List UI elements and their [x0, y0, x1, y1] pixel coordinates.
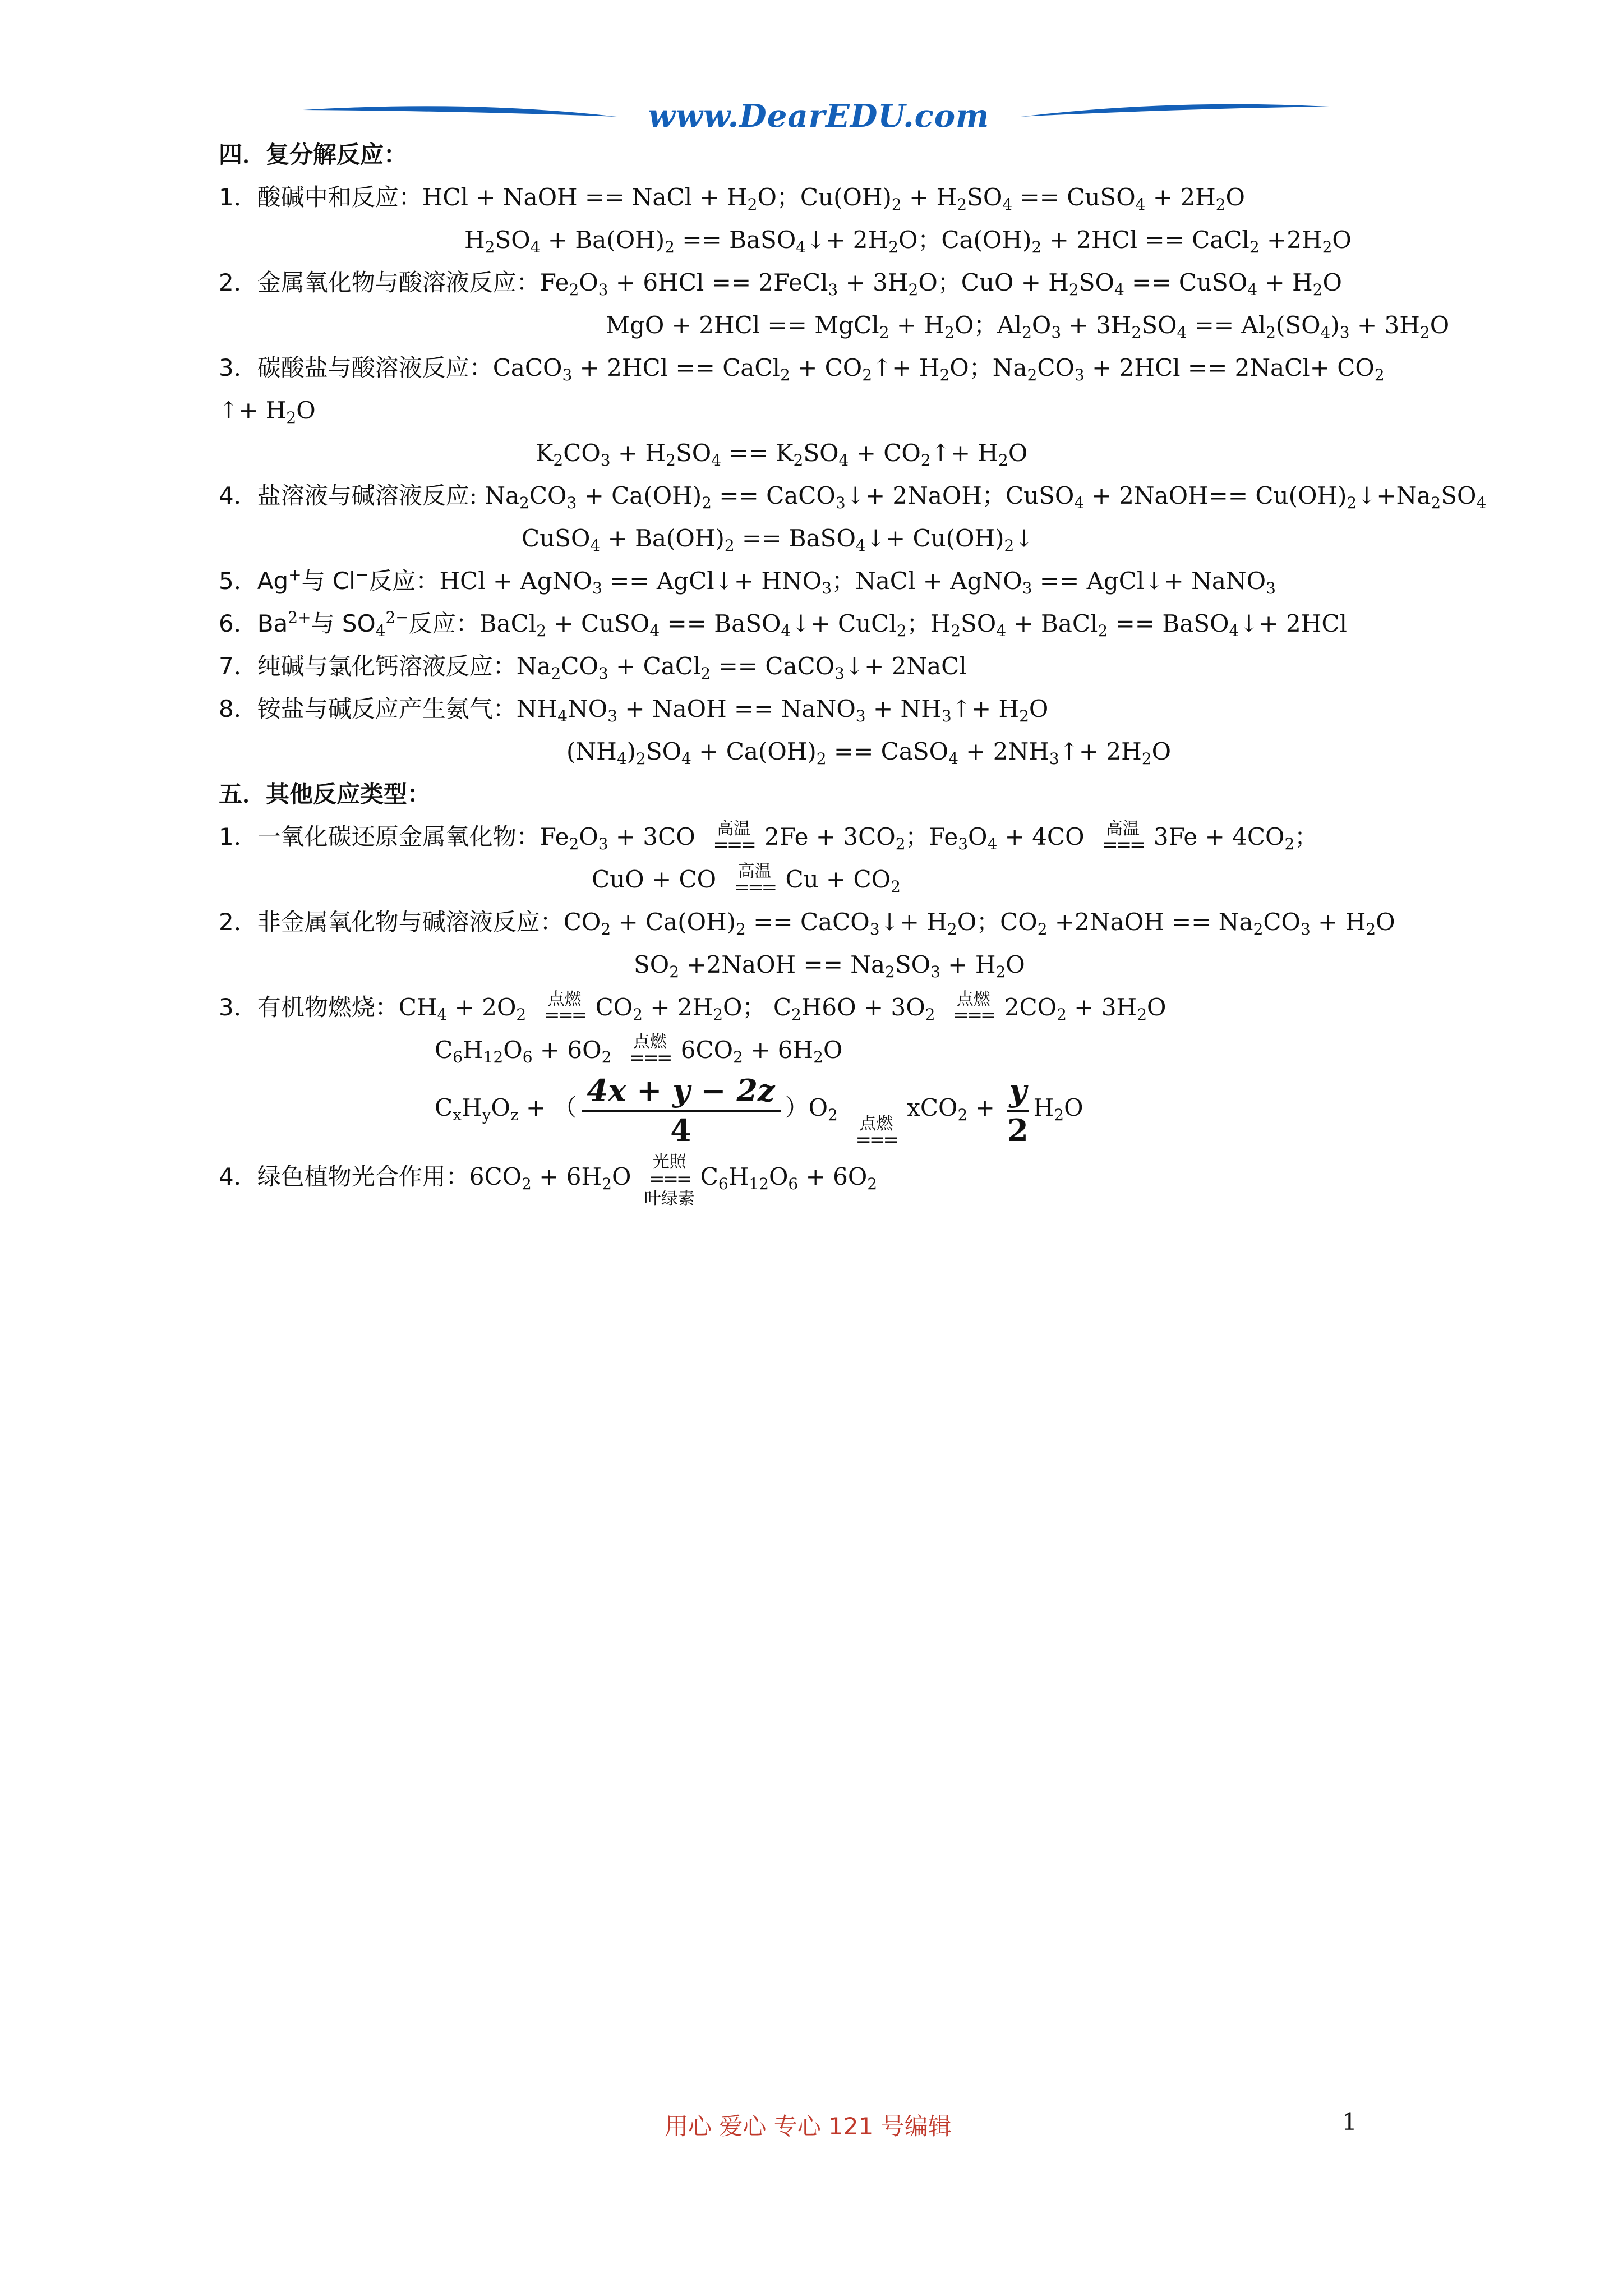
sec4-line-3-wrap: ↑+ $H_2O$	[219, 397, 316, 427]
section-4-title: 四．复分解反应：	[219, 141, 408, 168]
sec4-label-7: 7．纯碱与氯化钙溶液反应：	[219, 652, 517, 680]
sec5-label-4: 4．绿色植物光合作用：	[219, 1163, 469, 1190]
section-5-title: 五．其他反应类型：	[219, 780, 431, 808]
sec4-label-5: 5．Ag	[219, 567, 289, 595]
fraction-water-coefficient: $\frac{y}{2}$	[1007, 1071, 1029, 1149]
footer-note: 用心 爱心 专心 121 号编辑	[665, 2113, 952, 2140]
condition-ignite: 点燃 ===	[855, 1114, 897, 1151]
sec4-label-6-mid: 与 SO	[311, 610, 376, 637]
sec4-line-1b: $H_2SO_4 + Ba(OH)_2$ == BaSO$_4$↓+ $2H_2O$；$Ca(OH)_2 + 2HCl$ == CaCl$_2$ $+2H_2O$	[464, 226, 1352, 256]
page-number: 1	[1342, 2108, 1357, 2136]
header-banner	[303, 94, 1329, 139]
condition-high-temp: 高温 ===	[734, 862, 776, 899]
sec4-label-5-mid: 与 Cl	[301, 567, 356, 595]
sec4-line-8b: $(NH_4)_2SO_4 + Ca(OH)_2$ == CaSO$_4$ + $2NH_3↑+ 2H_2O$	[566, 738, 1172, 768]
sec4-line-2b: MgO + 2HCl == MgCl$_2$ + $H_2O$；$Al_2O_3 + 3H_2SO_4 == Al_2(SO_4)_3 + 3H_2O$	[606, 311, 1450, 342]
sec5-label-2: 2．非金属氧化物与碱溶液反应：	[219, 908, 564, 936]
condition-high-temp: 高温 ===	[1102, 819, 1144, 856]
sec4-label-2: 2．金属氧化物与酸溶液反应：	[219, 269, 540, 296]
sec5-line-2b: $SO_2$ +2NaOH == $Na_2SO_3 + H_2O$	[634, 951, 1025, 981]
fraction-oxygen-coefficient: $\frac{4x + y - 2z}{4}$	[582, 1071, 781, 1149]
sec4-line-8: 8．铵盐与碱反应产生氨气：$NH_4NO_3$ + NaOH == NaNO$_3$ + $NH_3↑+ H_2O$	[219, 695, 1049, 725]
sec4-line-6: 6．$Ba^{2+}$与 $SO_4^{2-}$反应：BaCl$_2$ + CuSO$_4$ == BaSO$_4$↓+ CuCl$_2$；$H_2SO_4$ + BaCl$_2$ == BaSO$_4$↓+ 2HCl	[219, 608, 1347, 640]
condition-high-temp: 高温 ===	[713, 819, 754, 856]
sec5-line-3b: $C_6H_{12}O_6 + 6O_2$ 点燃 === $6CO_2 + 6H_2O$	[435, 1032, 843, 1069]
sec5-line-3c: $C_xH_yO_z$ + （ $\frac{4x + y - 2z}{4}$ ）$O_2$ 点燃 === xCO$_2$ + $\frac{y}{2}$ $H_2O$	[435, 1069, 1083, 1149]
sec5-line-1b: CuO + CO 高温 === $Cu + CO_2$	[592, 862, 901, 899]
sec4-line-3: 3．碳酸盐与酸溶液反应：CaCO$_3$ + 2HCl == CaCl$_2$ + $CO_2↑+ H_2O$；$Na_2CO_3 + 2HCl$ == 2NaCl+ $CO_2$	[219, 354, 1385, 384]
condition-ignite: 点燃 ===	[629, 1032, 671, 1069]
sec5-line-1: 1．一氧化碳还原金属氧化物：$Fe_2O_3 + 3CO$ 高温 === $2Fe + 3CO_2$；$Fe_3O_4 + 4CO$ 高温 === $3Fe + 4CO_2$；	[219, 819, 1318, 856]
sec4-label-3: 3．碳酸盐与酸溶液反应：	[219, 354, 493, 381]
sec4-line-4b: CuSO$_4$ + $Ba(OH)_2$ == BaSO$_4$↓+ $Cu(OH)_2↓$	[522, 524, 1034, 555]
sec5-label-3: 3．有机物燃烧：	[219, 993, 399, 1021]
sec5-line-2: 2．非金属氧化物与碱溶液反应：$CO_2 + Ca(OH)_2$ == CaCO$_3$↓+ $H_2O$；$CO_2$ +2NaOH == $Na_2CO_3 + H_2O$	[219, 908, 1395, 938]
condition-ignite: 点燃 ===	[953, 990, 994, 1027]
sec5-line-3: 3．有机物燃烧：$CH_4 + 2O_2$ 点燃 === $CO_2 + 2H_2O$； $C_2H6O + 3O_2$ 点燃 === $2CO_2 + 3H_2O$	[219, 990, 1166, 1027]
sec4-line-7: 7．纯碱与氯化钙溶液反应：$Na_2CO_3$ + CaCl$_2$ == CaCO$_3$↓+ 2NaCl	[219, 652, 967, 683]
site-logo-text: www.DearEDU.com	[648, 98, 990, 135]
sec4-line-1: 1．酸碱中和反应：HCl + NaOH == NaCl + $H_2O$；$Cu(OH)_2 + H_2SO_4$ == CuSO$_4$ + $2H_2O$	[219, 183, 1245, 214]
sec5-line-4: 4．绿色植物光合作用：$6CO_2 + 6H_2O$ 光照 === 叶绿素 $C_6H_{12}O_6 + 6O_2$	[219, 1152, 878, 1209]
sec4-line-4: 4．盐溶液与碱溶液反应: $Na_2CO_3 + Ca(OH)_2$ == CaCO$_3$↓+ 2NaOH；CuSO$_4$ + 2NaOH== $Cu(OH)_2↓+Na_2SO_4$	[219, 482, 1487, 512]
sec4-label-1: 1．酸碱中和反应：	[219, 183, 422, 211]
sec4-line-2: 2．金属氧化物与酸溶液反应：$Fe_2O_3 + 6HCl$ == 2FeCl$_3$ + $3H_2O$；CuO + $H_2SO_4$ == CuSO$_4$ + $H_2O$	[219, 269, 1342, 299]
sec5-label-1: 1．一氧化碳还原金属氧化物：	[219, 823, 540, 850]
condition-ignite: 点燃 ===	[543, 990, 585, 1027]
sec4-line-3b: $K_2CO_3 + H_2SO_4 == K_2SO_4$ + $CO_2↑+ H_2O$	[536, 439, 1028, 470]
sec4-label-6: 6．Ba	[219, 610, 288, 637]
sec4-label-6-tail: 反应：	[408, 610, 479, 637]
sec4-label-5-tail: 反应：	[368, 567, 440, 595]
condition-photosynthesis: 光照 === 叶绿素	[644, 1152, 695, 1209]
sec4-label-8: 8．铵盐与碱反应产生氨气：	[219, 695, 517, 723]
sec4-line-5: 5．Ag+与 Cl−反应：HCl + AgNO$_3$ == AgCl↓+ $HNO_3$；NaCl + AgNO$_3$ == AgCl↓+ NaNO$_3$	[219, 565, 1276, 597]
sec4-label-4: 4．盐溶液与碱溶液反应	[219, 482, 469, 509]
